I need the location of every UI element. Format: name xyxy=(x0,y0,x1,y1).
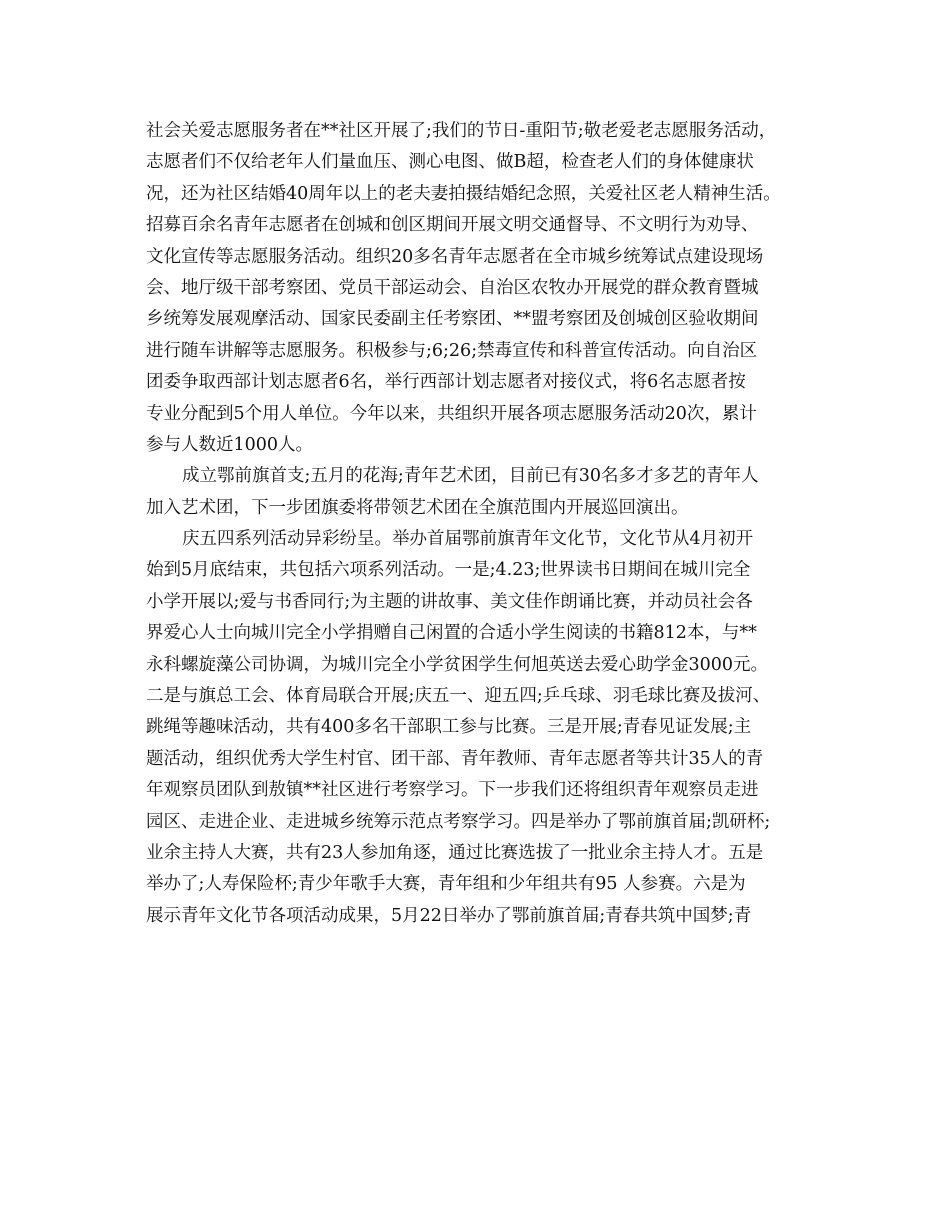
text-line: 二是与旗总工会、体育局联合开展;庆五一、迎五四;乒乓球、羽毛球比赛及拔河、 xyxy=(146,686,771,707)
text-line: 专业分配到5个用人单位。今年以来，共组织开展各项志愿服务活动20次，累计 xyxy=(146,403,757,424)
text-line: 进行随车讲解等志愿服务。积极参与;6;26;禁毒宣传和科普宣传活动。向自治区 xyxy=(146,340,758,361)
text-line: 小学开展以;爱与书香同行;为主题的讲故事、美文佳作朗诵比赛，并动员社会各 xyxy=(146,591,753,612)
text-line: 文化宣传等志愿服务活动。组织20多名青年志愿者在全市城乡统筹试点建设现场 xyxy=(146,246,764,267)
text-line: 会、地厅级干部考察团、党员干部运动会、自治区农牧办开展党的群众教育暨城 xyxy=(146,277,759,298)
text-line: 团委争取西部计划志愿者6名，举行西部计划志愿者对接仪式，将6名志愿者按 xyxy=(146,372,746,393)
text-line: 跳绳等趣味活动，共有400多名干部职工参与比赛。三是开展;青春见证发展;主 xyxy=(146,717,752,738)
text-line: 庆五四系列活动异彩纷呈。举办首届鄂前旗青年文化节，文化节从4月初开 xyxy=(182,529,754,550)
text-line: 成立鄂前旗首支;五月的花海;青年艺术团，目前已有30名多才多艺的青年人 xyxy=(182,466,759,487)
text-line: 社会关爱志愿服务者在**社区开展了;我们的节日-重阳节;敬老爱老志愿服务活动， xyxy=(146,121,777,141)
text-line: 况，还为社区结婚40周年以上的老夫妻拍摄结婚纪念照，关爱社区老人精神生活。 xyxy=(146,183,781,204)
text-line: 展示青年文化节各项活动成果，5月22日举办了鄂前旗首届;青春共筑中国梦;青 xyxy=(146,905,752,926)
text-line: 始到5月底结束，共包括六项系列活动。一是;4.23;世界读书日期间在城川完全 xyxy=(146,560,751,581)
document-body xyxy=(146,116,806,932)
text-line: 乡统筹发展观摩活动、国家民委副主任考察团、**盟考察团及创城创区验收期间 xyxy=(146,309,759,330)
text-line: 界爱心人士向城川完全小学捐赠自己闲置的合适小学生阅读的书籍812本，与** xyxy=(146,623,757,644)
text-line: 参与人数近1000人。 xyxy=(146,434,314,455)
text-line: 业余主持人大赛，共有23人参加角逐，通过比赛选拔了一批业余主持人才。五是 xyxy=(146,842,764,863)
text-line: 举办了;人寿保险杯;青少年歌手大赛，青年组和少年组共有95 人参赛。六是为 xyxy=(146,874,746,895)
text-line: 招募百余名青年志愿者在创城和创区期间开展文明交通督导、不文明行为劝导、 xyxy=(146,215,759,236)
text-line: 园区、走进企业、走进城乡统筹示范点考察学习。四是举办了鄂前旗首届;凯研杯; xyxy=(146,811,771,832)
text-line: 题活动，组织优秀大学生村官、团干部、青年教师、青年志愿者等共计35人的青 xyxy=(146,748,764,769)
text-line: 志愿者们不仅给老年人们量血压、测心电图、做B超，检查老人们的身体健康状 xyxy=(146,152,754,173)
text-line: 年观察员团队到敖镇**社区进行考察学习。下一步我们还将组织青年观察员走进 xyxy=(146,780,759,801)
text-line: 加入艺术团，下一步团旗委将带领艺术团在全旗范围内开展巡回演出。 xyxy=(146,497,689,518)
text-line: 永科螺旋藻公司协调，为城川完全小学贫困学生何旭英送去爱心助学金3000元。 xyxy=(146,654,769,675)
